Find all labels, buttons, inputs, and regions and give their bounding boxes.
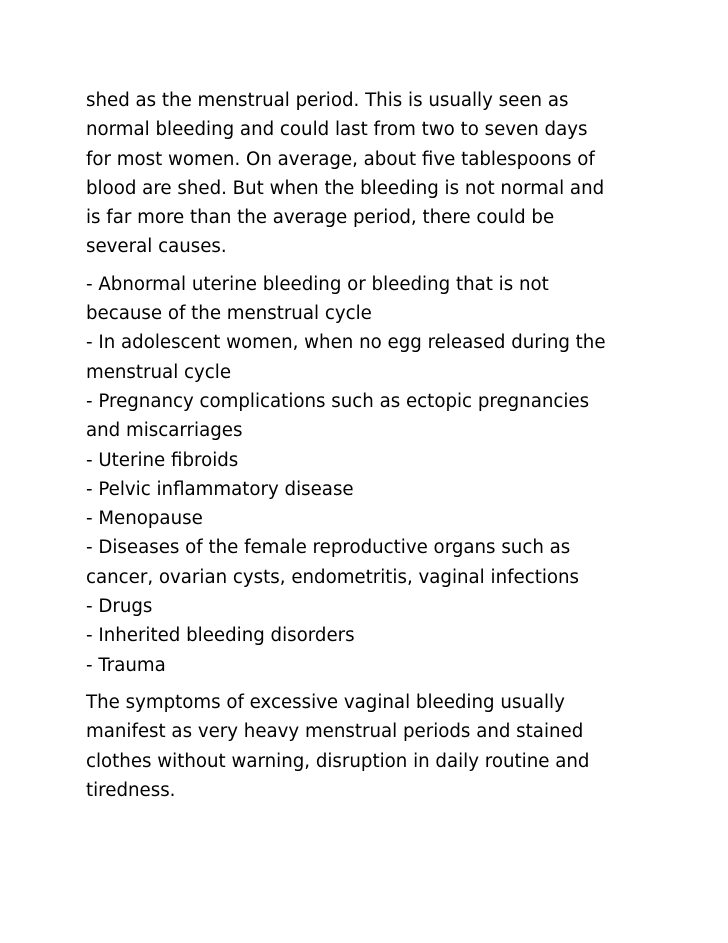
intro-paragraph bbox=[86, 86, 666, 262]
text-line: - Drugs bbox=[86, 596, 153, 618]
text-line: is far more than the average period, there could be bbox=[86, 207, 555, 229]
list-item bbox=[86, 621, 666, 650]
text-line: menstrual cycle bbox=[86, 361, 232, 383]
list-item bbox=[86, 270, 666, 329]
list-item bbox=[86, 387, 666, 446]
text-line: - Trauma bbox=[86, 654, 166, 676]
causes-list bbox=[86, 270, 666, 680]
list-item bbox=[86, 651, 666, 680]
text-line: because of the menstrual cycle bbox=[86, 303, 372, 325]
text-line: - Pregnancy complications such as ectopic pregnancies bbox=[86, 390, 590, 412]
text-line: - Inherited bleeding disorders bbox=[86, 625, 355, 647]
list-item bbox=[86, 533, 666, 592]
text-line: blood are shed. But when the bleeding is not normal and bbox=[86, 177, 605, 199]
text-line: tiredness. bbox=[86, 779, 176, 801]
text-line: manifest as very heavy menstrual periods and stained bbox=[86, 721, 584, 743]
list-item bbox=[86, 592, 666, 621]
text-line: - Uterine fibroids bbox=[86, 449, 239, 471]
text-line: - Abnormal uterine bleeding or bleeding that is not bbox=[86, 273, 549, 295]
text-line: The symptoms of excessive vaginal bleeding usually bbox=[86, 691, 565, 713]
text-line: shed as the menstrual period. This is usually seen as bbox=[86, 90, 569, 111]
list-item bbox=[86, 504, 666, 533]
text-line: cancer, ovarian cysts, endometritis, vaginal infections bbox=[86, 566, 580, 588]
text-line: - Pelvic inflammatory disease bbox=[86, 478, 354, 500]
list-item bbox=[86, 328, 666, 387]
text-line: normal bleeding and could last from two to seven days bbox=[86, 119, 588, 141]
text-line: for most women. On average, about five tablespoons of bbox=[86, 148, 595, 170]
text-line: - Diseases of the female reproductive organs such as bbox=[86, 537, 571, 559]
symptoms-paragraph bbox=[86, 688, 666, 805]
text-line: several causes. bbox=[86, 236, 227, 258]
document-body bbox=[86, 86, 666, 813]
list-item bbox=[86, 446, 666, 475]
text-line: clothes without warning, disruption in daily routine and bbox=[86, 750, 590, 772]
list-item bbox=[86, 475, 666, 504]
text-line: - In adolescent women, when no egg released during the bbox=[86, 332, 606, 354]
text-line: and miscarriages bbox=[86, 420, 243, 442]
text-line: - Menopause bbox=[86, 508, 203, 530]
